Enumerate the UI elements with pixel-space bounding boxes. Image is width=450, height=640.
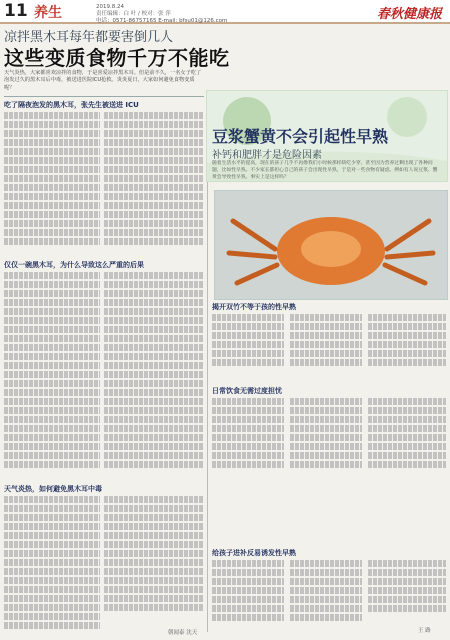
left-section-title: 吃了隔夜泡发的黑木耳，张先生被送进 ICU bbox=[4, 101, 139, 109]
crab-illustration bbox=[215, 191, 447, 299]
left-kicker: 凉拌黑木耳每年都要害倒几人 bbox=[4, 30, 174, 45]
right-col-1 bbox=[212, 314, 284, 374]
contact-line: 电话：0571-86757165 E-mail: bfsu01@126.com bbox=[96, 18, 228, 24]
left-section-title: 天气炎热，如何避免黑木耳中毒 bbox=[4, 485, 102, 493]
right-section-title: 揭开双竹不等于孩的性早熟 bbox=[212, 303, 296, 311]
right-section-title: 给孩子进补反易诱发性早熟 bbox=[212, 549, 296, 557]
page-number: 11 bbox=[4, 1, 28, 21]
left-col-6 bbox=[104, 496, 204, 624]
left-byline: 朝闻泰 沈天 bbox=[168, 630, 198, 636]
right-col-5 bbox=[290, 398, 362, 478]
right-byline: 王 路 bbox=[418, 628, 431, 634]
right-subhead: 补钙和肥胖才是危险因素 bbox=[212, 150, 322, 161]
masthead: 春秋健康报 bbox=[376, 7, 442, 22]
left-col-2 bbox=[104, 112, 204, 252]
right-col-3 bbox=[368, 314, 446, 374]
editor-line: 责任编辑：白 叶 / 校对：张 萍 bbox=[96, 11, 171, 17]
left-col-4 bbox=[104, 272, 204, 472]
right-col-4 bbox=[212, 398, 284, 478]
right-col-9 bbox=[368, 560, 446, 622]
left-headline: 这些变质食物千万不能吃 bbox=[4, 46, 230, 70]
left-divider bbox=[4, 96, 204, 97]
left-col-3 bbox=[4, 272, 100, 472]
right-section-title: 日常饮食无需过度担忧 bbox=[212, 387, 282, 395]
left-intro: 天气炎热，大家都喜欢凉拌的食物，于是喜爱凉拌黑木耳。但是前不久，一名女子吃了泡发过久的黑木耳后中毒，被送进医院ICU抢救。炎炎夏日，大家如何避免食物变质呢？ bbox=[4, 70, 202, 91]
section-name: 养生 bbox=[34, 5, 62, 21]
header-info bbox=[96, 4, 227, 25]
crab-photo bbox=[214, 190, 448, 300]
right-col-2 bbox=[290, 314, 362, 374]
right-col-6 bbox=[368, 398, 446, 478]
left-col-1 bbox=[4, 112, 100, 252]
issue-date: 2019.8.24 bbox=[96, 4, 124, 10]
left-section-title: 仅仅一碗黑木耳，为什么导致这么严重的后果 bbox=[4, 261, 144, 269]
right-col-8 bbox=[290, 560, 362, 630]
right-col-7 bbox=[212, 560, 284, 630]
left-col-5 bbox=[4, 496, 100, 632]
right-intro: 随着生活水平的提高，现在的孩子几乎不再像我们小时候那样缺吃少穿，甚至因为营养过剩出现了各种问题，比如性早熟。不少家长都担心自己的孩子会出现性早熟，于是对一些食物有疑虑。例如有人说豆浆、蟹黄会导致性早熟。事实上是这样吗？ bbox=[212, 161, 438, 180]
right-headline: 豆浆蟹黄不会引起性早熟 bbox=[212, 127, 389, 146]
